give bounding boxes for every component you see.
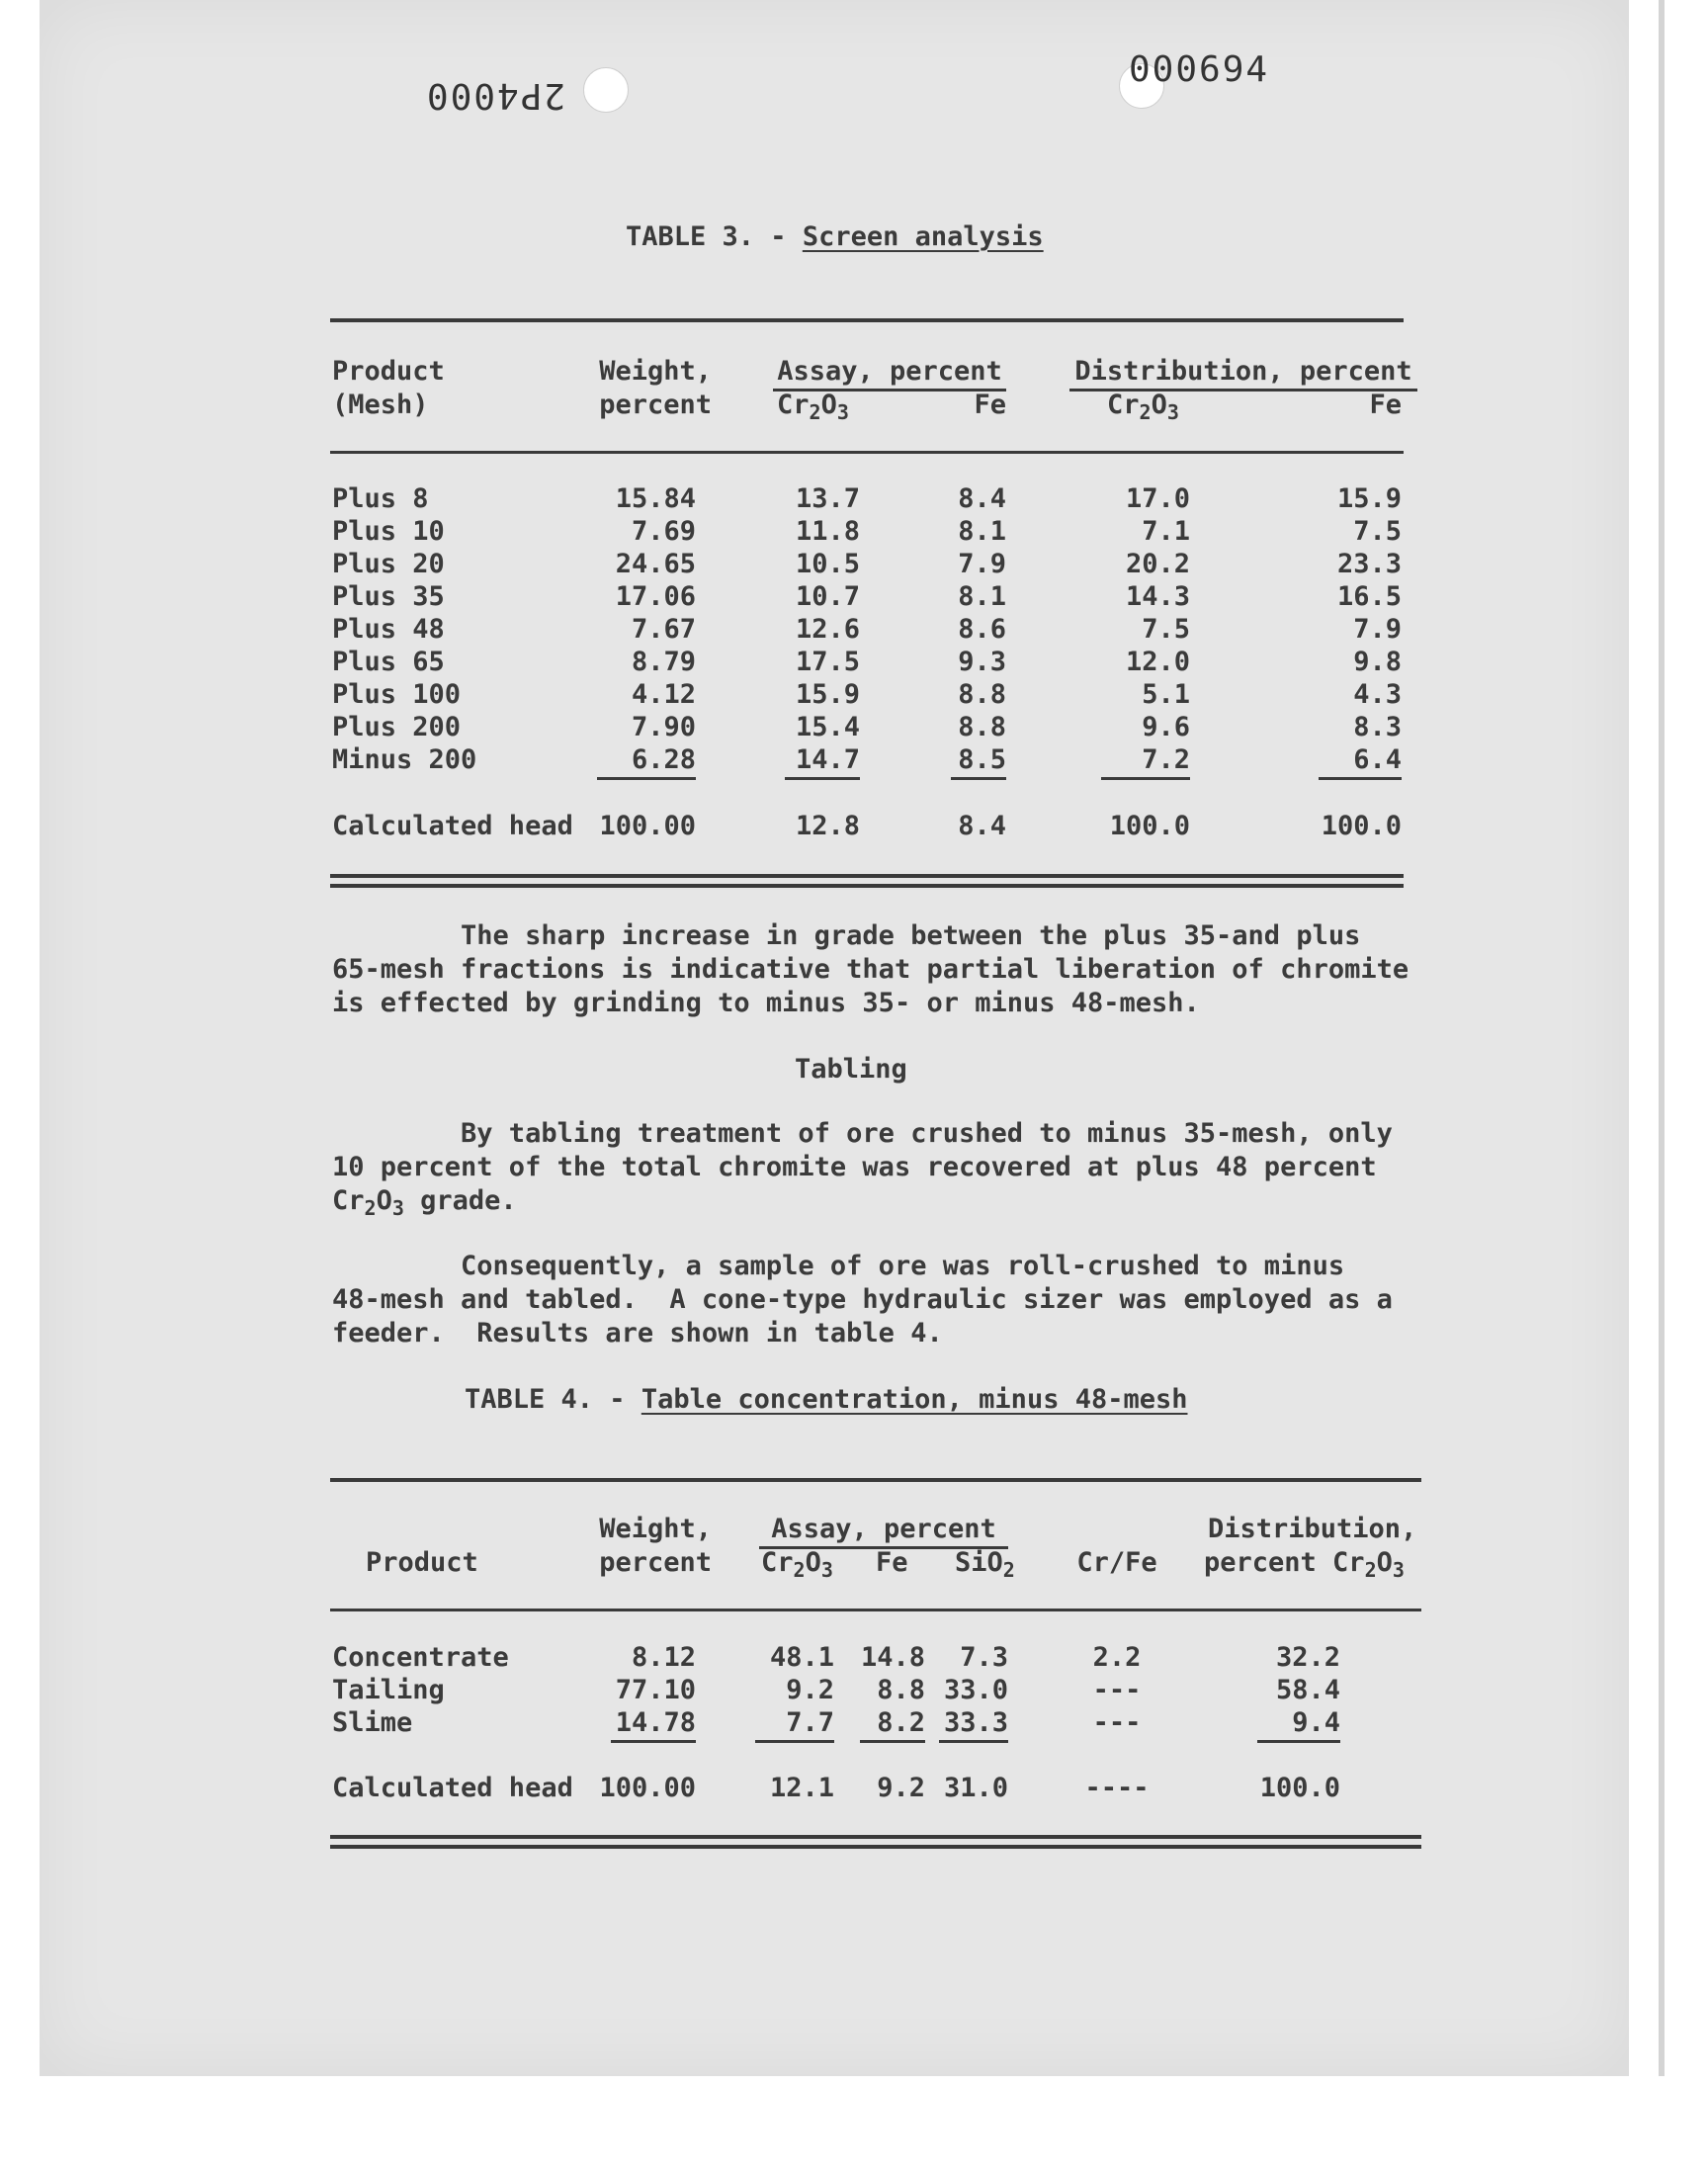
table3-dist-cr2o3: 7.1 — [1142, 516, 1190, 547]
table4-header-fe: Fe — [876, 1547, 908, 1578]
table4-header-sio2: SiO$_2$ — [955, 1547, 1015, 1582]
table3-product: Plus 35 — [332, 581, 445, 612]
table4-header-weight: Weight, — [599, 1514, 712, 1544]
table3-dist-fe: 8.3 — [1353, 712, 1402, 742]
table4-bottom-rule — [330, 1835, 1421, 1839]
table4-total-fe: 9.2 — [877, 1773, 925, 1803]
table4-weight: 8.12 — [631, 1642, 696, 1673]
table3-header-product: Product — [332, 356, 445, 387]
table3-total-label: Calculated head — [332, 811, 573, 841]
table3-weight: 17.06 — [615, 581, 696, 612]
table4-sio2: 7.3 — [960, 1642, 1008, 1673]
table3-weight: 7.90 — [631, 712, 696, 742]
table4-top-rule — [330, 1478, 1421, 1482]
table4-dist: 58.4 — [1275, 1675, 1340, 1705]
table4-caption — [465, 1384, 1188, 1415]
table4-header-dist-unit: percent $Cr_2O_3$ — [1204, 1547, 1405, 1582]
table3-dist-cr2o3: 7.2 — [1087, 743, 1190, 780]
table3-assay-fe: 7.9 — [958, 549, 1006, 579]
table4-weight: 77.10 — [615, 1675, 696, 1705]
table4-total-sio2: 31.0 — [943, 1773, 1008, 1803]
paragraph-3: Consequently, a sample of ore was roll-crushed to minus 48-mesh and tabled. A cone-type hydraulic sizer was employed as a feeder. Results are shown in table 4. — [332, 1251, 1393, 1348]
table4-cr2o3: 48.1 — [769, 1642, 834, 1673]
table3-dist-cr2o3: 17.0 — [1125, 483, 1190, 514]
table4-dist: 9.4 — [1236, 1706, 1340, 1743]
table4-dist: 32.2 — [1275, 1642, 1340, 1673]
table4-fe: 14.8 — [860, 1642, 925, 1673]
table4-total-crfe: ---- — [1084, 1773, 1150, 1803]
table3-total-dist-cr2o3: 100.0 — [1109, 811, 1190, 841]
table3-product: Plus 100 — [332, 679, 462, 710]
page-number-right: 000694 — [1129, 49, 1270, 90]
table3-product: Plus 200 — [332, 712, 462, 742]
paragraph-2: By tabling treatment of ore crushed to minus 35-mesh, only 10 percent of the total chromite was recovered at plus 48 percent $Cr_2O_3$ grade. — [332, 1118, 1393, 1220]
table3-header-assay-fe: Fe — [974, 390, 1006, 420]
table3-caption — [626, 221, 1044, 252]
table3-product: Plus 65 — [332, 647, 445, 677]
table3-assay-fe: 8.6 — [958, 614, 1006, 645]
table4-header-product: Product — [366, 1547, 478, 1578]
table3-product: Plus 10 — [332, 516, 445, 547]
table3-dist-fe: 6.4 — [1305, 743, 1402, 780]
table3-assay-fe: 8.1 — [958, 516, 1006, 547]
table3-product: Plus 8 — [332, 483, 429, 514]
table3-header-assay-cr2o3: $Cr_2O_3$ — [777, 390, 849, 424]
table3-total-dist-fe: 100.0 — [1321, 811, 1402, 841]
table3-assay-cr2o3: 11.8 — [795, 516, 860, 547]
table4-caption-prefix: TABLE 4. - — [465, 1384, 641, 1415]
table3-assay-cr2o3: 15.9 — [795, 679, 860, 710]
table4-total-dist: 100.0 — [1259, 1773, 1340, 1803]
table3-dist-cr2o3: 7.5 — [1142, 614, 1190, 645]
table3-dist-fe: 23.3 — [1336, 549, 1402, 579]
table3-dist-cr2o3: 20.2 — [1125, 549, 1190, 579]
table3-header-dist-fe: Fe — [1369, 390, 1402, 420]
section-heading-tabling: Tabling — [795, 1054, 907, 1085]
table3-dist-cr2o3: 12.0 — [1125, 647, 1190, 677]
table4-cr2o3: 9.2 — [786, 1675, 834, 1705]
table4-sio2: 33.3 — [933, 1706, 1008, 1743]
table3-weight: 24.65 — [615, 549, 696, 579]
table3-assay-fe: 9.3 — [958, 647, 1006, 677]
table3-assay-cr2o3: 15.4 — [795, 712, 860, 742]
table3-weight: 4.12 — [631, 679, 696, 710]
table3-bottom-rule — [330, 874, 1404, 878]
table3-total-weight: 100.00 — [599, 811, 696, 841]
table3-assay-fe: 8.8 — [958, 712, 1006, 742]
table4-header-assay: Assay, percent — [759, 1513, 1008, 1549]
table3-header-mesh: (Mesh) — [332, 390, 429, 420]
table4-caption-title: Table concentration, minus 48-mesh — [640, 1384, 1188, 1415]
table3-total-cr2o3: 12.8 — [795, 811, 860, 841]
paragraph-1: The sharp increase in grade between the plus 35-and plus 65-mesh fractions is indicative that partial liberation of chromite is effected by grinding to minus 35- or minus 48-mesh. — [332, 920, 1409, 1018]
page-number-left: 2P4000 — [425, 75, 566, 116]
table3-dist-fe: 4.3 — [1353, 679, 1402, 710]
table4-header-cr2o3: $Cr_2O_3$ — [761, 1547, 833, 1582]
table4-header-rule — [330, 1609, 1421, 1611]
table3-weight: 15.84 — [615, 483, 696, 514]
table3-product: Plus 20 — [332, 549, 445, 579]
table3-dist-fe: 16.5 — [1336, 581, 1402, 612]
table3-weight: 7.67 — [631, 614, 696, 645]
table3-assay-fe: 8.8 — [958, 679, 1006, 710]
table3-caption-prefix: TABLE 3. - — [626, 221, 803, 252]
table3-dist-cr2o3: 5.1 — [1142, 679, 1190, 710]
table3-caption-title: Screen analysis — [802, 221, 1044, 252]
table4-weight: 14.78 — [573, 1706, 696, 1743]
page-edge-shadow — [1659, 0, 1665, 2076]
table4-crfe: 2.2 — [1092, 1642, 1142, 1673]
table4-total-label: Calculated head — [332, 1773, 573, 1803]
table4-cr2o3: 7.7 — [751, 1706, 834, 1743]
table3-header-rule — [330, 451, 1404, 454]
table3-bottom-rule-2 — [330, 884, 1404, 888]
table3-assay-fe: 8.1 — [958, 581, 1006, 612]
table4-product: Slime — [332, 1707, 413, 1738]
table3-top-rule — [330, 318, 1404, 322]
table3-product: Minus 200 — [332, 744, 477, 775]
table4-crfe: --- — [1092, 1707, 1142, 1738]
table3-product: Plus 48 — [332, 614, 445, 645]
table3-assay-fe: 8.4 — [958, 483, 1006, 514]
table3-assay-cr2o3: 17.5 — [795, 647, 860, 677]
table4-header-weight-unit: percent — [599, 1547, 712, 1578]
table3-header-weight: Weight, — [599, 356, 712, 387]
table3-dist-fe: 7.5 — [1353, 516, 1402, 547]
table3-dist-fe: 7.9 — [1353, 614, 1402, 645]
table3-assay-fe: 8.5 — [929, 743, 1006, 780]
table3-header-distribution: Distribution, percent — [1069, 355, 1417, 392]
table4-header-crfe: Cr/Fe — [1076, 1547, 1157, 1578]
table3-assay-cr2o3: 10.7 — [795, 581, 860, 612]
table3-dist-fe: 9.8 — [1353, 647, 1402, 677]
table3-header-dist-cr2o3: $Cr_2O_3$ — [1107, 390, 1179, 424]
table3-dist-cr2o3: 9.6 — [1142, 712, 1190, 742]
table4-total-weight: 100.00 — [599, 1773, 696, 1803]
table4-product: Concentrate — [332, 1642, 509, 1673]
table3-header-assay: Assay, percent — [773, 355, 1006, 392]
table4-sio2: 33.0 — [943, 1675, 1008, 1705]
table4-crfe: --- — [1092, 1675, 1142, 1705]
table4-header-distribution: Distribution, — [1208, 1514, 1417, 1544]
table3-total-fe: 8.4 — [958, 811, 1006, 841]
table3-assay-cr2o3: 12.6 — [795, 614, 860, 645]
table4-fe: 8.2 — [846, 1706, 925, 1743]
table3-weight: 8.79 — [631, 647, 696, 677]
document-page — [40, 0, 1629, 2076]
table3-weight: 6.28 — [573, 743, 696, 780]
table3-assay-cr2o3: 10.5 — [795, 549, 860, 579]
table4-fe: 8.8 — [877, 1675, 925, 1705]
punch-hole-left — [583, 67, 629, 113]
table3-dist-fe: 15.9 — [1336, 483, 1402, 514]
table3-header-weight-unit: percent — [599, 390, 712, 420]
table3-assay-cr2o3: 13.7 — [795, 483, 860, 514]
table4-product: Tailing — [332, 1675, 445, 1705]
table4-bottom-rule-2 — [330, 1845, 1421, 1849]
table3-dist-cr2o3: 14.3 — [1125, 581, 1190, 612]
table3-assay-cr2o3: 14.7 — [771, 743, 860, 780]
table4-total-cr2o3: 12.1 — [769, 1773, 834, 1803]
table3-weight: 7.69 — [631, 516, 696, 547]
